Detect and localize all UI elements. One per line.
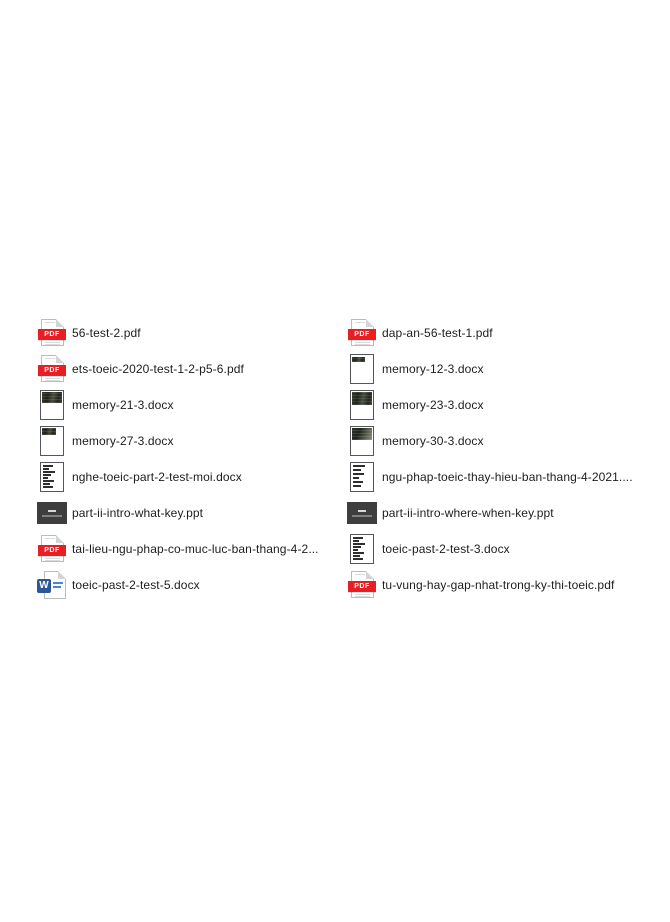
- pdf-badge-text: PDF: [38, 329, 66, 340]
- file-icon-slot: [346, 497, 378, 529]
- folded-corner: [58, 571, 66, 579]
- file-icon-slot: [36, 353, 68, 385]
- file-item[interactable]: [346, 387, 666, 423]
- file-name-label: memory-23-3.docx: [382, 398, 484, 412]
- file-name-label: tai-lieu-ngu-phap-co-muc-luc-ban-thang-4-2...: [72, 542, 319, 556]
- file-icon-slot: [346, 569, 378, 601]
- file-icon-slot: [36, 425, 68, 457]
- file-item[interactable]: [346, 351, 666, 387]
- docx-photo-thumbnail-icon: [350, 426, 374, 456]
- pdf-badge-text: PDF: [348, 329, 376, 340]
- pdf-file-icon: [38, 535, 66, 563]
- file-item[interactable]: [346, 315, 666, 351]
- file-name-label: toeic-past-2-test-3.docx: [382, 542, 510, 556]
- slide-title-bar: [48, 510, 56, 512]
- word-badge-text: W: [37, 579, 51, 593]
- file-item[interactable]: [346, 459, 666, 495]
- file-icon-slot: [346, 389, 378, 421]
- pdf-badge-text: PDF: [38, 365, 66, 376]
- file-item[interactable]: [346, 423, 666, 459]
- file-column: [36, 315, 336, 603]
- pdf-file-icon: [38, 355, 66, 383]
- file-icon-slot: [346, 533, 378, 565]
- file-item[interactable]: [36, 567, 336, 603]
- folded-corner: [56, 319, 64, 327]
- slide-subtitle-bar: [42, 515, 62, 517]
- word-file-icon: [37, 570, 67, 600]
- file-icon-slot: [36, 497, 68, 529]
- file-icon-slot: [36, 569, 68, 601]
- pdf-file-icon: [348, 319, 376, 347]
- docx-text-thumbnail-icon: [350, 462, 374, 492]
- file-item[interactable]: [36, 315, 336, 351]
- file-name-label: toeic-past-2-test-5.docx: [72, 578, 200, 592]
- file-item[interactable]: [36, 387, 336, 423]
- folded-corner: [56, 535, 64, 543]
- text-preview-lines: [43, 465, 61, 489]
- docx-photo-thumbnail-icon: [40, 426, 64, 456]
- photo-preview: [352, 357, 365, 362]
- file-column: [346, 315, 666, 603]
- docx-photo-thumbnail-icon: [350, 354, 374, 384]
- photo-preview: [352, 392, 372, 405]
- file-icon-slot: [346, 461, 378, 493]
- file-name-label: 56-test-2.pdf: [72, 326, 141, 340]
- file-icon-slot: [36, 461, 68, 493]
- pdf-badge-text: PDF: [38, 545, 66, 556]
- folded-corner: [366, 571, 374, 579]
- ppt-slide-thumbnail-icon: [37, 502, 67, 524]
- file-item[interactable]: [36, 495, 336, 531]
- pdf-file-icon: [38, 319, 66, 347]
- file-name-label: ets-toeic-2020-test-1-2-p5-6.pdf: [72, 362, 244, 376]
- file-icon-slot: [346, 425, 378, 457]
- file-item[interactable]: [36, 423, 336, 459]
- folded-corner: [366, 319, 374, 327]
- file-icon-slot: [36, 533, 68, 565]
- file-name-label: memory-12-3.docx: [382, 362, 484, 376]
- file-name-label: dap-an-56-test-1.pdf: [382, 326, 493, 340]
- file-name-label: part-ii-intro-where-when-key.ppt: [382, 506, 554, 520]
- pdf-file-icon: [348, 571, 376, 599]
- file-name-label: tu-vung-hay-gap-nhat-trong-ky-thi-toeic.pdf: [382, 578, 615, 592]
- text-preview-lines: [353, 537, 371, 561]
- file-name-label: part-ii-intro-what-key.ppt: [72, 506, 204, 520]
- photo-preview: [42, 392, 62, 403]
- file-item[interactable]: [36, 351, 336, 387]
- file-item[interactable]: [36, 531, 336, 567]
- file-item[interactable]: [36, 459, 336, 495]
- slide-title-bar: [358, 510, 366, 512]
- pdf-badge-text: PDF: [348, 581, 376, 592]
- ppt-slide-thumbnail-icon: [347, 502, 377, 524]
- file-name-label: memory-30-3.docx: [382, 434, 484, 448]
- file-item[interactable]: [346, 495, 666, 531]
- photo-preview: [42, 428, 56, 435]
- docx-text-thumbnail-icon: [350, 534, 374, 564]
- file-icon-slot: [36, 389, 68, 421]
- slide-subtitle-bar: [352, 515, 372, 517]
- file-icon-slot: [36, 317, 68, 349]
- file-item[interactable]: [346, 531, 666, 567]
- file-name-label: nghe-toeic-part-2-test-moi.docx: [72, 470, 242, 484]
- file-name-label: memory-21-3.docx: [72, 398, 174, 412]
- file-icon-slot: [346, 317, 378, 349]
- docx-photo-thumbnail-icon: [350, 390, 374, 420]
- docx-photo-thumbnail-icon: [40, 390, 64, 420]
- docx-text-thumbnail-icon: [40, 462, 64, 492]
- file-name-label: ngu-phap-toeic-thay-hieu-ban-thang-4-2021....: [382, 470, 633, 484]
- photo-preview: [352, 428, 372, 440]
- text-preview-lines: [353, 465, 371, 489]
- file-icon-slot: [346, 353, 378, 385]
- file-item[interactable]: [346, 567, 666, 603]
- folded-corner: [56, 355, 64, 363]
- file-name-label: memory-27-3.docx: [72, 434, 174, 448]
